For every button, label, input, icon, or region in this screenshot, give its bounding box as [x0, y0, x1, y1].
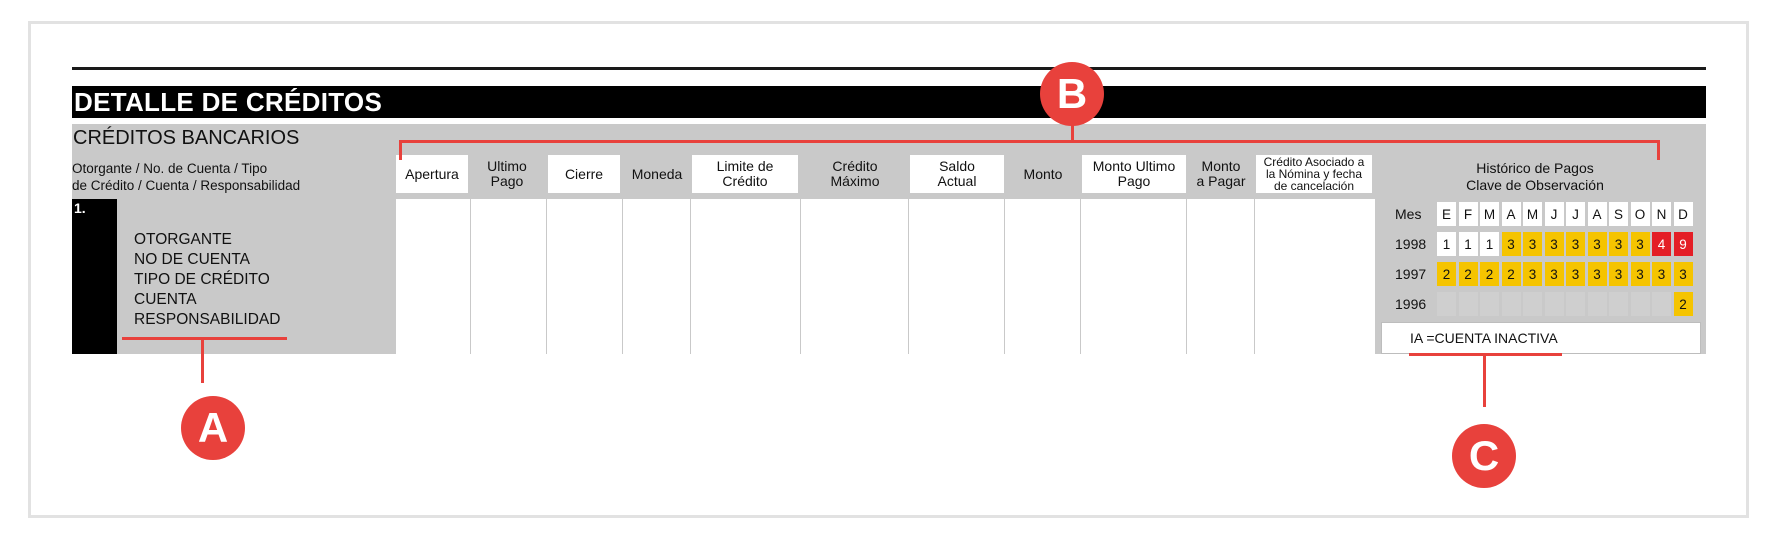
col-header-label: Monto Ultimo	[1092, 158, 1176, 174]
history-value-cell: 2	[1674, 292, 1693, 316]
col-header-label: Moneda	[631, 165, 683, 182]
col-header-monto-ultimo-pago	[1082, 155, 1186, 193]
history-value-cell: 3	[1631, 232, 1650, 256]
history-value-cell: 3	[1545, 232, 1564, 256]
history-month-cell: E	[1437, 202, 1456, 226]
history-value-cell: 1	[1437, 232, 1456, 256]
column-divider	[800, 199, 801, 354]
history-value-cell	[1566, 292, 1585, 316]
column-divider	[470, 199, 471, 354]
history-month-label: Mes	[1395, 206, 1422, 222]
row-number: 1.	[74, 200, 86, 216]
row-field-tipo-credito: TIPO DE CRÉDITO	[134, 271, 270, 288]
history-month-cell: F	[1459, 202, 1478, 226]
marker-c: C	[1452, 424, 1516, 488]
payment-history-grid	[1381, 199, 1695, 319]
history-value-cell	[1459, 292, 1478, 316]
row-field-responsabilidad: RESPONSABILIDAD	[134, 311, 281, 328]
history-value-cell: 3	[1609, 262, 1628, 286]
history-value-cell: 3	[1652, 262, 1671, 286]
history-month-row	[1381, 199, 1695, 229]
marker-b-bracket-left	[399, 140, 402, 160]
marker-b-bracket	[399, 140, 1660, 143]
history-value-cell: 3	[1523, 262, 1542, 286]
col-header-monto-a-pagar	[1188, 155, 1254, 193]
history-value-cell: 2	[1459, 262, 1478, 286]
history-month-cell: O	[1631, 202, 1650, 226]
col-header-label: Actual	[937, 173, 977, 189]
column-divider	[622, 199, 623, 354]
col-header-label: Crédito	[832, 158, 878, 174]
col-header-label: de cancelación	[1273, 179, 1355, 193]
col-header-label: Cierre	[564, 165, 604, 182]
history-month-cell: D	[1674, 202, 1693, 226]
history-value-cell	[1437, 292, 1456, 316]
history-value-cell	[1652, 292, 1671, 316]
marker-b: B	[1040, 62, 1104, 126]
history-month-cell: N	[1652, 202, 1671, 226]
col-header-label: Limite de	[716, 158, 774, 174]
history-value-cell: 2	[1502, 262, 1521, 286]
history-value-cell: 3	[1566, 232, 1585, 256]
history-month-cell: J	[1566, 202, 1585, 226]
col-header-label: Saldo	[939, 158, 975, 174]
col-header-saldo-actual	[910, 155, 1004, 193]
history-value-cell: 2	[1480, 262, 1499, 286]
top-rule	[72, 67, 1706, 70]
col-header-label: Máximo	[830, 173, 880, 189]
history-value-cell: 3	[1588, 232, 1607, 256]
row-field-no-cuenta: NO DE CUENTA	[134, 251, 250, 268]
col-header-label: Monto	[1023, 165, 1063, 182]
table-body	[396, 199, 1375, 354]
history-month-cell: A	[1588, 202, 1607, 226]
row-number-strip	[72, 199, 117, 354]
history-value-cell	[1545, 292, 1564, 316]
history-year-row	[1381, 289, 1695, 319]
section-title: CRÉDITOS BANCARIOS	[73, 127, 300, 149]
column-divider	[1080, 199, 1081, 354]
col-header-label: Pago	[1117, 173, 1151, 189]
row-fields	[134, 230, 280, 330]
history-value-cell: 3	[1545, 262, 1564, 286]
col-header-label: Crédito Asociado a	[1263, 155, 1365, 169]
marker-c-connector	[1483, 355, 1486, 407]
marker-a-underline	[122, 337, 287, 340]
history-header-line: Histórico de Pagos	[1476, 160, 1594, 176]
col-header-limite-credito	[692, 155, 798, 193]
column-divider	[1004, 199, 1005, 354]
col-header-label: Apertura	[405, 165, 459, 182]
col-header-monto	[1006, 155, 1080, 193]
marker-a-connector	[201, 339, 204, 383]
column-divider	[1254, 199, 1255, 354]
history-month-cell: J	[1545, 202, 1564, 226]
column-divider	[1186, 199, 1187, 354]
history-year-row	[1381, 259, 1695, 289]
history-value-cell: 3	[1609, 232, 1628, 256]
column-divider	[908, 199, 909, 354]
history-value-cell: 1	[1480, 232, 1499, 256]
history-value-cell: 3	[1631, 262, 1650, 286]
marker-b-bracket-right	[1657, 140, 1660, 160]
history-year-label: 1997	[1395, 266, 1427, 282]
history-value-cell: 2	[1437, 262, 1456, 286]
col-header-label: Ultimo	[487, 158, 527, 174]
history-value-cell: 3	[1566, 262, 1585, 286]
column-divider	[546, 199, 547, 354]
page-title: DETALLE DE CRÉDITOS	[74, 87, 383, 117]
history-year-label: 1998	[1395, 236, 1427, 252]
history-header-line: Clave de Observación	[1466, 177, 1604, 193]
column-divider	[690, 199, 691, 354]
history-value-cell: 1	[1459, 232, 1478, 256]
history-value-cell: 3	[1674, 262, 1693, 286]
history-month-cell: M	[1523, 202, 1542, 226]
left-header-line: Otorgante / No. de Cuenta / Tipo	[72, 161, 268, 176]
col-header-cierre	[548, 155, 620, 193]
col-header-apertura	[396, 155, 468, 193]
row-field-cuenta: CUENTA	[134, 291, 197, 308]
history-value-cell: 3	[1588, 262, 1607, 286]
history-value-cell: 3	[1523, 232, 1542, 256]
left-header-line: de Crédito / Cuenta / Responsabilidad	[72, 178, 301, 193]
col-header-label: Pago	[490, 173, 524, 189]
col-header-credito-nomina	[1256, 155, 1372, 193]
col-header-ultimo-pago	[472, 155, 542, 193]
col-header-label: a Pagar	[1196, 173, 1246, 189]
history-value-cell	[1502, 292, 1521, 316]
col-header-label: Monto	[1201, 158, 1241, 174]
history-value-cell	[1523, 292, 1542, 316]
history-value-cell: 3	[1502, 232, 1521, 256]
col-header-label: la Nómina y fecha	[1265, 167, 1363, 181]
history-value-cell: 4	[1652, 232, 1671, 256]
history-value-cell: 9	[1674, 232, 1693, 256]
history-year-row	[1381, 229, 1695, 259]
left-column-header	[72, 160, 300, 194]
history-header	[1390, 160, 1680, 194]
history-month-cell: M	[1480, 202, 1499, 226]
col-header-label: Crédito	[722, 173, 768, 189]
history-value-cell	[1609, 292, 1628, 316]
marker-a: A	[181, 396, 245, 460]
history-month-cell: S	[1609, 202, 1628, 226]
history-legend: IA =CUENTA INACTIVA	[1381, 322, 1701, 354]
row-field-otorgante: OTORGANTE	[134, 231, 232, 248]
history-year-label: 1996	[1395, 296, 1427, 312]
history-value-cell	[1480, 292, 1499, 316]
history-value-cell	[1631, 292, 1650, 316]
col-header-moneda	[624, 155, 690, 193]
history-value-cell	[1588, 292, 1607, 316]
col-header-credito-maximo	[802, 155, 908, 193]
history-month-cell: A	[1502, 202, 1521, 226]
